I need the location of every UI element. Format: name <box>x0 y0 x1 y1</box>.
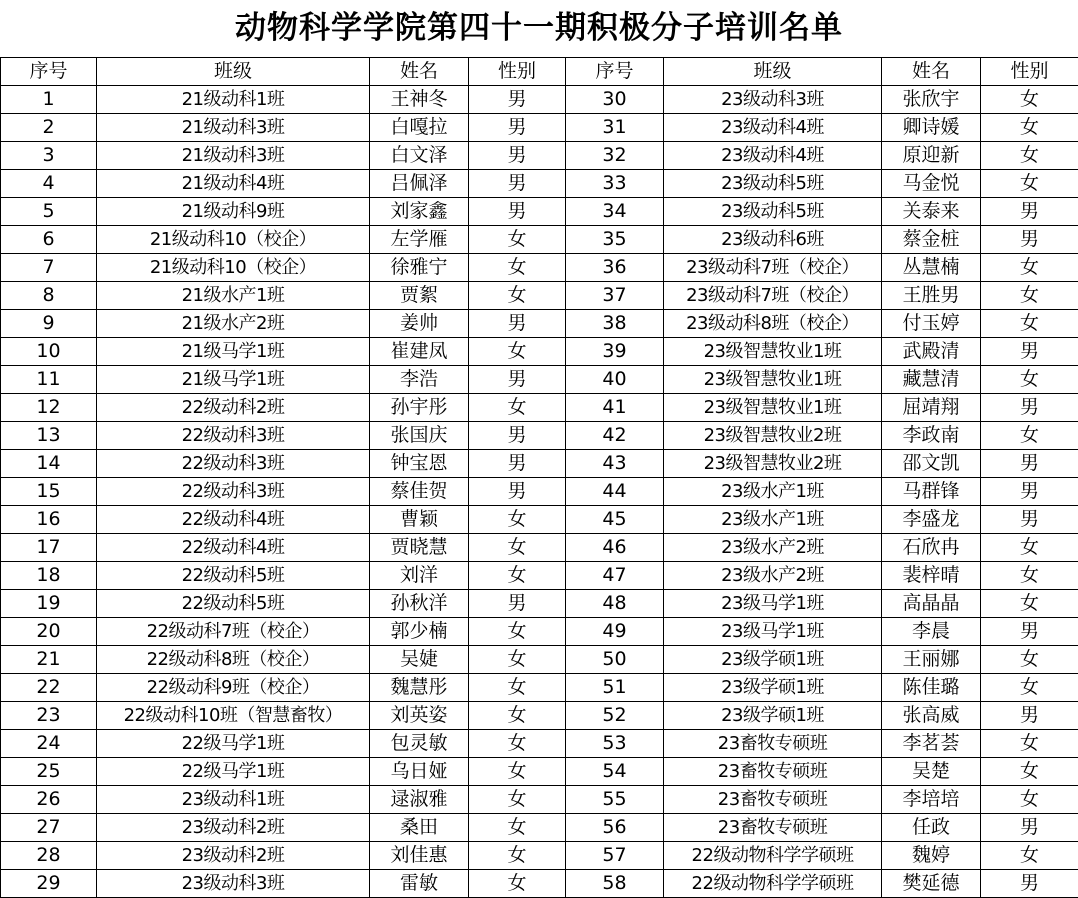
table-row <box>1 646 1078 674</box>
table-row <box>1 758 1078 786</box>
class-cell[interactable]: 23级动科7班（校企） <box>664 254 882 282</box>
class-cell[interactable]: 22级马学1班 <box>97 730 370 758</box>
index-cell[interactable]: 13 <box>1 422 97 450</box>
index-cell[interactable]: 44 <box>566 478 664 506</box>
index-cell[interactable]: 49 <box>566 618 664 646</box>
gender-cell[interactable]: 女 <box>469 702 566 730</box>
name-cell[interactable]: 李政南 <box>882 422 981 450</box>
class-cell[interactable]: 23级水产2班 <box>664 562 882 590</box>
class-cell[interactable]: 21级动科9班 <box>97 198 370 226</box>
class-cell[interactable]: 21级马学1班 <box>97 338 370 366</box>
table-row <box>1 730 1078 758</box>
class-cell[interactable]: 21级水产1班 <box>97 282 370 310</box>
table-row <box>1 506 1078 534</box>
name-cell[interactable]: 刘佳惠 <box>370 842 469 870</box>
gender-cell[interactable]: 女 <box>469 506 566 534</box>
class-cell[interactable]: 23畜牧专硕班 <box>664 814 882 842</box>
name-cell[interactable]: 吴婕 <box>370 646 469 674</box>
name-cell[interactable]: 孙宇彤 <box>370 394 469 422</box>
index-cell[interactable]: 16 <box>1 506 97 534</box>
gender-cell[interactable]: 女 <box>469 282 566 310</box>
table-row <box>1 842 1078 870</box>
class-cell[interactable]: 23级动科2班 <box>97 842 370 870</box>
index-cell[interactable]: 33 <box>566 170 664 198</box>
class-cell[interactable]: 23级智慧牧业1班 <box>664 338 882 366</box>
header-row <box>1 58 1078 86</box>
gender-cell[interactable]: 男 <box>469 114 566 142</box>
class-cell[interactable]: 23级动科3班 <box>664 86 882 114</box>
name-cell[interactable]: 李浩 <box>370 366 469 394</box>
class-cell[interactable]: 23级动科2班 <box>97 814 370 842</box>
class-cell[interactable]: 22级动科3班 <box>97 478 370 506</box>
index-cell[interactable]: 11 <box>1 366 97 394</box>
roster-body <box>1 86 1078 898</box>
class-cell[interactable]: 23级智慧牧业2班 <box>664 450 882 478</box>
index-cell[interactable]: 6 <box>1 226 97 254</box>
class-cell[interactable]: 21级动科10（校企） <box>97 254 370 282</box>
gender-cell[interactable]: 女 <box>469 674 566 702</box>
name-cell[interactable]: 姜帅 <box>370 310 469 338</box>
gender-cell[interactable]: 男 <box>469 422 566 450</box>
table-row <box>1 534 1078 562</box>
gender-cell[interactable]: 男 <box>981 338 1078 366</box>
gender-cell[interactable]: 男 <box>469 450 566 478</box>
class-cell[interactable]: 22级动科8班（校企） <box>97 646 370 674</box>
gender-cell[interactable]: 女 <box>981 170 1078 198</box>
index-cell[interactable]: 27 <box>1 814 97 842</box>
class-cell[interactable]: 23级动科5班 <box>664 198 882 226</box>
header-cell-index-right[interactable]: 序号 <box>566 58 664 86</box>
table-row <box>1 870 1078 898</box>
class-cell[interactable]: 22级动科10班（智慧畜牧） <box>97 702 370 730</box>
index-cell[interactable]: 2 <box>1 114 97 142</box>
table-row <box>1 170 1078 198</box>
index-cell[interactable]: 22 <box>1 674 97 702</box>
index-cell[interactable]: 42 <box>566 422 664 450</box>
class-cell[interactable]: 22级动科7班（校企） <box>97 618 370 646</box>
gender-cell[interactable]: 男 <box>981 618 1078 646</box>
table-row <box>1 338 1078 366</box>
index-cell[interactable]: 55 <box>566 786 664 814</box>
gender-cell[interactable]: 男 <box>469 170 566 198</box>
name-cell[interactable]: 徐雅宁 <box>370 254 469 282</box>
gender-cell[interactable]: 女 <box>469 758 566 786</box>
table-row <box>1 282 1078 310</box>
name-cell[interactable]: 藏慧清 <box>882 366 981 394</box>
table-row <box>1 590 1078 618</box>
index-cell[interactable]: 18 <box>1 562 97 590</box>
name-cell[interactable]: 曹颖 <box>370 506 469 534</box>
name-cell[interactable]: 王丽娜 <box>882 646 981 674</box>
gender-cell[interactable]: 男 <box>981 478 1078 506</box>
table-row <box>1 478 1078 506</box>
class-cell[interactable]: 23畜牧专硕班 <box>664 730 882 758</box>
name-cell[interactable]: 李培培 <box>882 786 981 814</box>
gender-cell[interactable]: 女 <box>981 534 1078 562</box>
class-cell[interactable]: 23畜牧专硕班 <box>664 786 882 814</box>
class-cell[interactable]: 22级动科4班 <box>97 506 370 534</box>
class-cell[interactable]: 21级动科4班 <box>97 170 370 198</box>
index-cell[interactable]: 10 <box>1 338 97 366</box>
name-cell[interactable]: 马金悦 <box>882 170 981 198</box>
class-cell[interactable]: 23级学硕1班 <box>664 702 882 730</box>
gender-cell[interactable]: 女 <box>469 254 566 282</box>
index-cell[interactable]: 20 <box>1 618 97 646</box>
name-cell[interactable]: 陈佳璐 <box>882 674 981 702</box>
table-row <box>1 450 1078 478</box>
gender-cell[interactable]: 男 <box>981 450 1078 478</box>
class-cell[interactable]: 23级动科8班（校企） <box>664 310 882 338</box>
class-cell[interactable]: 23级马学1班 <box>664 618 882 646</box>
gender-cell[interactable]: 女 <box>469 646 566 674</box>
gender-cell[interactable]: 女 <box>469 842 566 870</box>
class-cell[interactable]: 23级动科4班 <box>664 142 882 170</box>
class-cell[interactable]: 22级动科4班 <box>97 534 370 562</box>
name-cell[interactable]: 刘家鑫 <box>370 198 469 226</box>
gender-cell[interactable]: 男 <box>981 198 1078 226</box>
index-cell[interactable]: 24 <box>1 730 97 758</box>
index-cell[interactable]: 48 <box>566 590 664 618</box>
class-cell[interactable]: 21级动科3班 <box>97 142 370 170</box>
index-cell[interactable]: 34 <box>566 198 664 226</box>
name-cell[interactable]: 张高威 <box>882 702 981 730</box>
name-cell[interactable]: 丛慧楠 <box>882 254 981 282</box>
index-cell[interactable]: 1 <box>1 86 97 114</box>
header-cell-gender-left[interactable]: 性别 <box>469 58 566 86</box>
name-cell[interactable]: 吴楚 <box>882 758 981 786</box>
table-row <box>1 562 1078 590</box>
name-cell[interactable]: 左学雁 <box>370 226 469 254</box>
gender-cell[interactable]: 男 <box>981 226 1078 254</box>
table-row <box>1 366 1078 394</box>
name-cell[interactable]: 武殿清 <box>882 338 981 366</box>
name-cell[interactable]: 蔡佳贺 <box>370 478 469 506</box>
class-cell[interactable]: 23级水产2班 <box>664 534 882 562</box>
index-cell[interactable]: 32 <box>566 142 664 170</box>
class-cell[interactable]: 23级智慧牧业1班 <box>664 366 882 394</box>
class-cell[interactable]: 23级智慧牧业1班 <box>664 394 882 422</box>
name-cell[interactable]: 乌日娅 <box>370 758 469 786</box>
header-cell-name-left[interactable]: 姓名 <box>370 58 469 86</box>
header-cell-class-left[interactable]: 班级 <box>97 58 370 86</box>
name-cell[interactable]: 魏婷 <box>882 842 981 870</box>
name-cell[interactable]: 关泰来 <box>882 198 981 226</box>
header-cell-class-right[interactable]: 班级 <box>664 58 882 86</box>
index-cell[interactable]: 58 <box>566 870 664 898</box>
class-cell[interactable]: 22级动科5班 <box>97 590 370 618</box>
gender-cell[interactable]: 女 <box>981 674 1078 702</box>
name-cell[interactable]: 钟宝恩 <box>370 450 469 478</box>
class-cell[interactable]: 22级动科3班 <box>97 422 370 450</box>
name-cell[interactable]: 张欣宇 <box>882 86 981 114</box>
index-cell[interactable]: 21 <box>1 646 97 674</box>
gender-cell[interactable]: 女 <box>469 618 566 646</box>
gender-cell[interactable]: 男 <box>469 142 566 170</box>
gender-cell[interactable]: 女 <box>981 366 1078 394</box>
index-cell[interactable]: 26 <box>1 786 97 814</box>
name-cell[interactable]: 付玉婷 <box>882 310 981 338</box>
gender-cell[interactable]: 男 <box>981 506 1078 534</box>
header-cell-gender-right[interactable]: 性别 <box>981 58 1078 86</box>
index-cell[interactable]: 12 <box>1 394 97 422</box>
gender-cell[interactable]: 女 <box>981 310 1078 338</box>
name-cell[interactable]: 包灵敏 <box>370 730 469 758</box>
name-cell[interactable]: 孙秋洋 <box>370 590 469 618</box>
table-row <box>1 422 1078 450</box>
class-cell[interactable]: 21级水产2班 <box>97 310 370 338</box>
class-cell[interactable]: 21级动科1班 <box>97 86 370 114</box>
index-cell[interactable]: 51 <box>566 674 664 702</box>
name-cell[interactable]: 邵文凯 <box>882 450 981 478</box>
roster-table <box>0 57 1078 898</box>
index-cell[interactable]: 35 <box>566 226 664 254</box>
index-cell[interactable]: 37 <box>566 282 664 310</box>
gender-cell[interactable]: 女 <box>469 870 566 898</box>
index-cell[interactable]: 19 <box>1 590 97 618</box>
gender-cell[interactable]: 女 <box>981 730 1078 758</box>
class-cell[interactable]: 23级水产1班 <box>664 506 882 534</box>
index-cell[interactable]: 17 <box>1 534 97 562</box>
class-cell[interactable]: 23级学硕1班 <box>664 674 882 702</box>
class-cell[interactable]: 23畜牧专硕班 <box>664 758 882 786</box>
index-cell[interactable]: 50 <box>566 646 664 674</box>
index-cell[interactable]: 29 <box>1 870 97 898</box>
name-cell[interactable]: 李茗荟 <box>882 730 981 758</box>
name-cell[interactable]: 蔡金桩 <box>882 226 981 254</box>
name-cell[interactable]: 刘英姿 <box>370 702 469 730</box>
name-cell[interactable]: 樊延德 <box>882 870 981 898</box>
gender-cell[interactable]: 女 <box>981 86 1078 114</box>
gender-cell[interactable]: 男 <box>469 590 566 618</box>
index-cell[interactable]: 45 <box>566 506 664 534</box>
name-cell[interactable]: 王胜男 <box>882 282 981 310</box>
class-cell[interactable]: 22级动科2班 <box>97 394 370 422</box>
name-cell[interactable]: 张国庆 <box>370 422 469 450</box>
class-cell[interactable]: 22级动科3班 <box>97 450 370 478</box>
name-cell[interactable]: 贾晓慧 <box>370 534 469 562</box>
gender-cell[interactable]: 女 <box>981 142 1078 170</box>
table-row <box>1 114 1078 142</box>
class-cell[interactable]: 23级动科5班 <box>664 170 882 198</box>
table-row <box>1 310 1078 338</box>
gender-cell[interactable]: 女 <box>981 842 1078 870</box>
gender-cell[interactable]: 女 <box>469 394 566 422</box>
table-row <box>1 674 1078 702</box>
class-cell[interactable]: 23级动科7班（校企） <box>664 282 882 310</box>
class-cell[interactable]: 21级马学1班 <box>97 366 370 394</box>
gender-cell[interactable]: 女 <box>981 422 1078 450</box>
index-cell[interactable]: 57 <box>566 842 664 870</box>
gender-cell[interactable]: 男 <box>469 198 566 226</box>
class-cell[interactable]: 23级水产1班 <box>664 478 882 506</box>
gender-cell[interactable]: 女 <box>981 646 1078 674</box>
name-cell[interactable]: 逯淑雅 <box>370 786 469 814</box>
index-cell[interactable]: 5 <box>1 198 97 226</box>
name-cell[interactable]: 白文泽 <box>370 142 469 170</box>
class-cell[interactable]: 22级动物科学学硕班 <box>664 870 882 898</box>
table-row <box>1 142 1078 170</box>
name-cell[interactable]: 任政 <box>882 814 981 842</box>
index-cell[interactable]: 9 <box>1 310 97 338</box>
index-cell[interactable]: 3 <box>1 142 97 170</box>
name-cell[interactable]: 雷敏 <box>370 870 469 898</box>
gender-cell[interactable]: 女 <box>981 282 1078 310</box>
gender-cell[interactable]: 女 <box>469 338 566 366</box>
index-cell[interactable]: 46 <box>566 534 664 562</box>
gender-cell[interactable]: 女 <box>981 758 1078 786</box>
gender-cell[interactable]: 男 <box>469 310 566 338</box>
table-row <box>1 786 1078 814</box>
gender-cell[interactable]: 男 <box>981 394 1078 422</box>
index-cell[interactable]: 36 <box>566 254 664 282</box>
index-cell[interactable]: 41 <box>566 394 664 422</box>
name-cell[interactable]: 李晨 <box>882 618 981 646</box>
gender-cell[interactable]: 女 <box>469 534 566 562</box>
name-cell[interactable]: 王神冬 <box>370 86 469 114</box>
gender-cell[interactable]: 女 <box>469 730 566 758</box>
name-cell[interactable]: 桑田 <box>370 814 469 842</box>
gender-cell[interactable]: 女 <box>981 114 1078 142</box>
index-cell[interactable]: 25 <box>1 758 97 786</box>
class-cell[interactable]: 23级智慧牧业2班 <box>664 422 882 450</box>
class-cell[interactable]: 21级动科3班 <box>97 114 370 142</box>
table-row <box>1 198 1078 226</box>
gender-cell[interactable]: 男 <box>469 478 566 506</box>
class-cell[interactable]: 22级动科5班 <box>97 562 370 590</box>
gender-cell[interactable]: 女 <box>469 814 566 842</box>
class-cell[interactable]: 23级动科4班 <box>664 114 882 142</box>
index-cell[interactable]: 23 <box>1 702 97 730</box>
gender-cell[interactable]: 女 <box>469 226 566 254</box>
name-cell[interactable]: 郭少楠 <box>370 618 469 646</box>
class-cell[interactable]: 23级学硕1班 <box>664 646 882 674</box>
index-cell[interactable]: 53 <box>566 730 664 758</box>
index-cell[interactable]: 52 <box>566 702 664 730</box>
table-row <box>1 86 1078 114</box>
gender-cell[interactable]: 女 <box>981 590 1078 618</box>
class-cell[interactable]: 23级动科6班 <box>664 226 882 254</box>
name-cell[interactable]: 屈靖翔 <box>882 394 981 422</box>
index-cell[interactable]: 39 <box>566 338 664 366</box>
name-cell[interactable]: 吕佩泽 <box>370 170 469 198</box>
table-row <box>1 226 1078 254</box>
name-cell[interactable]: 李盛龙 <box>882 506 981 534</box>
name-cell[interactable]: 石欣冉 <box>882 534 981 562</box>
gender-cell[interactable]: 男 <box>981 702 1078 730</box>
class-cell[interactable]: 22级动物科学学硕班 <box>664 842 882 870</box>
class-cell[interactable]: 23级动科3班 <box>97 870 370 898</box>
name-cell[interactable]: 裴梓晴 <box>882 562 981 590</box>
table-row <box>1 814 1078 842</box>
table-row <box>1 618 1078 646</box>
class-cell[interactable]: 23级马学1班 <box>664 590 882 618</box>
gender-cell[interactable]: 女 <box>981 786 1078 814</box>
index-cell[interactable]: 8 <box>1 282 97 310</box>
header-cell-index-left[interactable]: 序号 <box>1 58 97 86</box>
name-cell[interactable]: 魏慧彤 <box>370 674 469 702</box>
class-cell[interactable]: 22级马学1班 <box>97 758 370 786</box>
class-cell[interactable]: 23级动科1班 <box>97 786 370 814</box>
index-cell[interactable]: 4 <box>1 170 97 198</box>
index-cell[interactable]: 38 <box>566 310 664 338</box>
index-cell[interactable]: 56 <box>566 814 664 842</box>
gender-cell[interactable]: 女 <box>981 254 1078 282</box>
name-cell[interactable]: 马群锋 <box>882 478 981 506</box>
name-cell[interactable]: 刘洋 <box>370 562 469 590</box>
index-cell[interactable]: 30 <box>566 86 664 114</box>
name-cell[interactable]: 高晶晶 <box>882 590 981 618</box>
gender-cell[interactable]: 女 <box>469 562 566 590</box>
index-cell[interactable]: 7 <box>1 254 97 282</box>
class-cell[interactable]: 21级动科10（校企） <box>97 226 370 254</box>
index-cell[interactable]: 43 <box>566 450 664 478</box>
name-cell[interactable]: 崔建凤 <box>370 338 469 366</box>
index-cell[interactable]: 54 <box>566 758 664 786</box>
index-cell[interactable]: 40 <box>566 366 664 394</box>
gender-cell[interactable]: 男 <box>469 86 566 114</box>
index-cell[interactable]: 14 <box>1 450 97 478</box>
index-cell[interactable]: 28 <box>1 842 97 870</box>
gender-cell[interactable]: 男 <box>469 366 566 394</box>
table-row <box>1 254 1078 282</box>
page-title: 动物科学学院第四十一期积极分子培训名单 <box>0 0 1078 57</box>
gender-cell[interactable]: 女 <box>469 786 566 814</box>
index-cell[interactable]: 31 <box>566 114 664 142</box>
class-cell[interactable]: 22级动科9班（校企） <box>97 674 370 702</box>
table-row <box>1 702 1078 730</box>
name-cell[interactable]: 卿诗媛 <box>882 114 981 142</box>
gender-cell[interactable]: 男 <box>981 870 1078 898</box>
index-cell[interactable]: 15 <box>1 478 97 506</box>
name-cell[interactable]: 白嘎拉 <box>370 114 469 142</box>
name-cell[interactable]: 原迎新 <box>882 142 981 170</box>
gender-cell[interactable]: 女 <box>981 562 1078 590</box>
gender-cell[interactable]: 男 <box>981 814 1078 842</box>
table-row <box>1 394 1078 422</box>
name-cell[interactable]: 贾絮 <box>370 282 469 310</box>
header-cell-name-right[interactable]: 姓名 <box>882 58 981 86</box>
index-cell[interactable]: 47 <box>566 562 664 590</box>
